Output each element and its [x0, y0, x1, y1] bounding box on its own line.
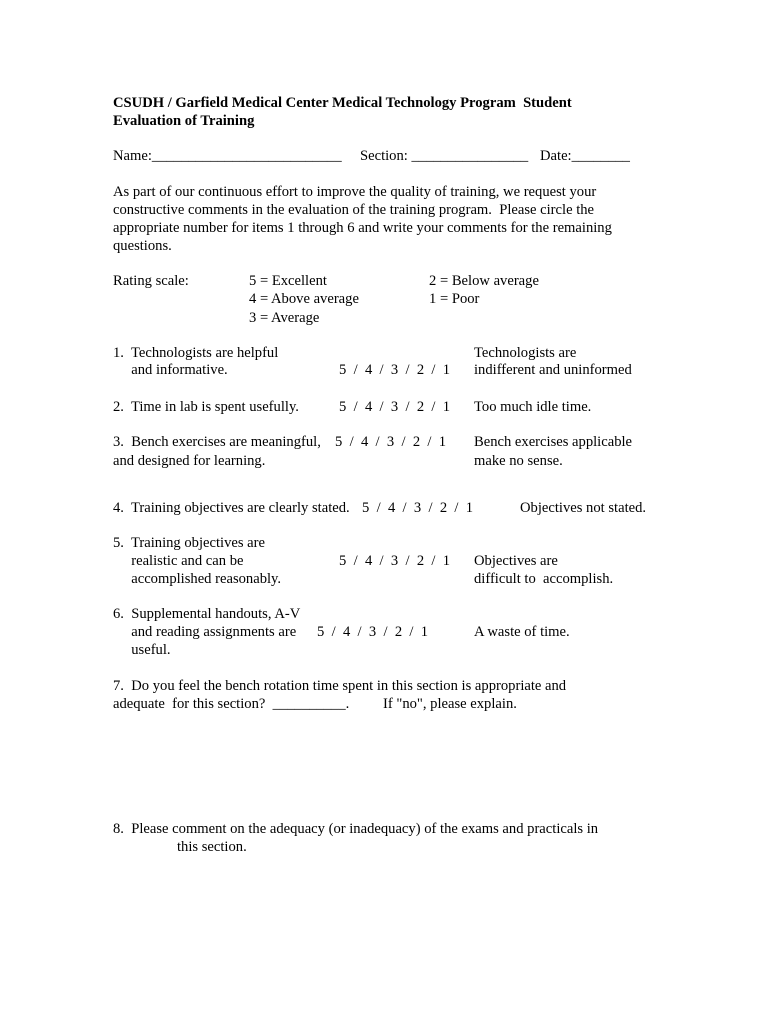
item5-right-line2: difficult to accomplish.	[474, 571, 614, 587]
intro-line-4: questions.	[113, 238, 172, 254]
question7-explain: If "no", please explain.	[383, 696, 517, 712]
item6-left-line1: 6. Supplemental handouts, A-V	[113, 606, 301, 622]
item6-rating-scale[interactable]: 5 / 4 / 3 / 2 / 1	[317, 624, 429, 640]
item2-left-line1: 2. Time in lab is spent usefully.	[113, 399, 299, 415]
rating-average: 3 = Average	[249, 310, 320, 326]
item6-right-line1: A waste of time.	[474, 624, 570, 640]
item5-left-line3: accomplished reasonably.	[113, 571, 282, 587]
item1-right-line2: indifferent and uninformed	[474, 362, 632, 378]
item5-left-line1: 5. Training objectives are	[113, 535, 265, 551]
rating-excellent: 5 = Excellent	[249, 273, 327, 289]
item4-rating-scale[interactable]: 5 / 4 / 3 / 2 / 1	[362, 500, 474, 516]
item3-right-line2: make no sense.	[474, 453, 563, 469]
question7-line1: 7. Do you feel the bench rotation time spent in this section is appropriate and	[113, 678, 567, 694]
question7-line2[interactable]: adequate for this section? __________.	[113, 696, 350, 712]
name-field[interactable]: Name:__________________________	[113, 148, 342, 164]
item3-rating-scale[interactable]: 5 / 4 / 3 / 2 / 1	[335, 434, 447, 450]
form-title-line2: Evaluation of Training	[113, 113, 255, 129]
item3-left-line2: and designed for learning.	[113, 453, 266, 469]
intro-line-3: appropriate number for items 1 through 6 and write your comments for the remaining	[113, 220, 612, 236]
rating-above-average: 4 = Above average	[249, 291, 359, 307]
item1-left-line2: and informative.	[113, 362, 228, 378]
item1-left-line1: 1. Technologists are helpful	[113, 345, 279, 361]
item1-rating-scale[interactable]: 5 / 4 / 3 / 2 / 1	[339, 362, 451, 378]
item6-left-line3: useful.	[113, 642, 171, 658]
rating-scale-label: Rating scale:	[113, 273, 189, 289]
intro-line-1: As part of our continuous effort to improve the quality of training, we request your	[113, 184, 597, 200]
question8-line1: 8. Please comment on the adequacy (or inadequacy) of the exams and practicals in	[113, 821, 599, 837]
item2-rating-scale[interactable]: 5 / 4 / 3 / 2 / 1	[339, 399, 451, 415]
item4-right-line1: Objectives not stated.	[520, 500, 647, 516]
item5-right-line1: Objectives are	[474, 553, 558, 569]
item5-rating-scale[interactable]: 5 / 4 / 3 / 2 / 1	[339, 553, 451, 569]
section-field[interactable]: Section: ________________	[360, 148, 529, 164]
rating-below-average: 2 = Below average	[429, 273, 539, 289]
item2-right-line1: Too much idle time.	[474, 399, 592, 415]
question8-line2: this section.	[177, 839, 247, 855]
item4-left-line1: 4. Training objectives are clearly stated.	[113, 500, 350, 516]
rating-poor: 1 = Poor	[429, 291, 480, 307]
item3-left-line1: 3. Bench exercises are meaningful,	[113, 434, 321, 450]
intro-line-2: constructive comments in the evaluation of the training program. Please circle the	[113, 202, 595, 218]
form-title-line1: CSUDH / Garfield Medical Center Medical Technology Program Student	[113, 95, 572, 111]
item3-right-line1: Bench exercises applicable	[474, 434, 633, 450]
item1-right-line1: Technologists are	[474, 345, 577, 361]
date-field[interactable]: Date:________	[540, 148, 630, 164]
item6-left-line2: and reading assignments are	[113, 624, 297, 640]
item5-left-line2: realistic and can be	[113, 553, 244, 569]
